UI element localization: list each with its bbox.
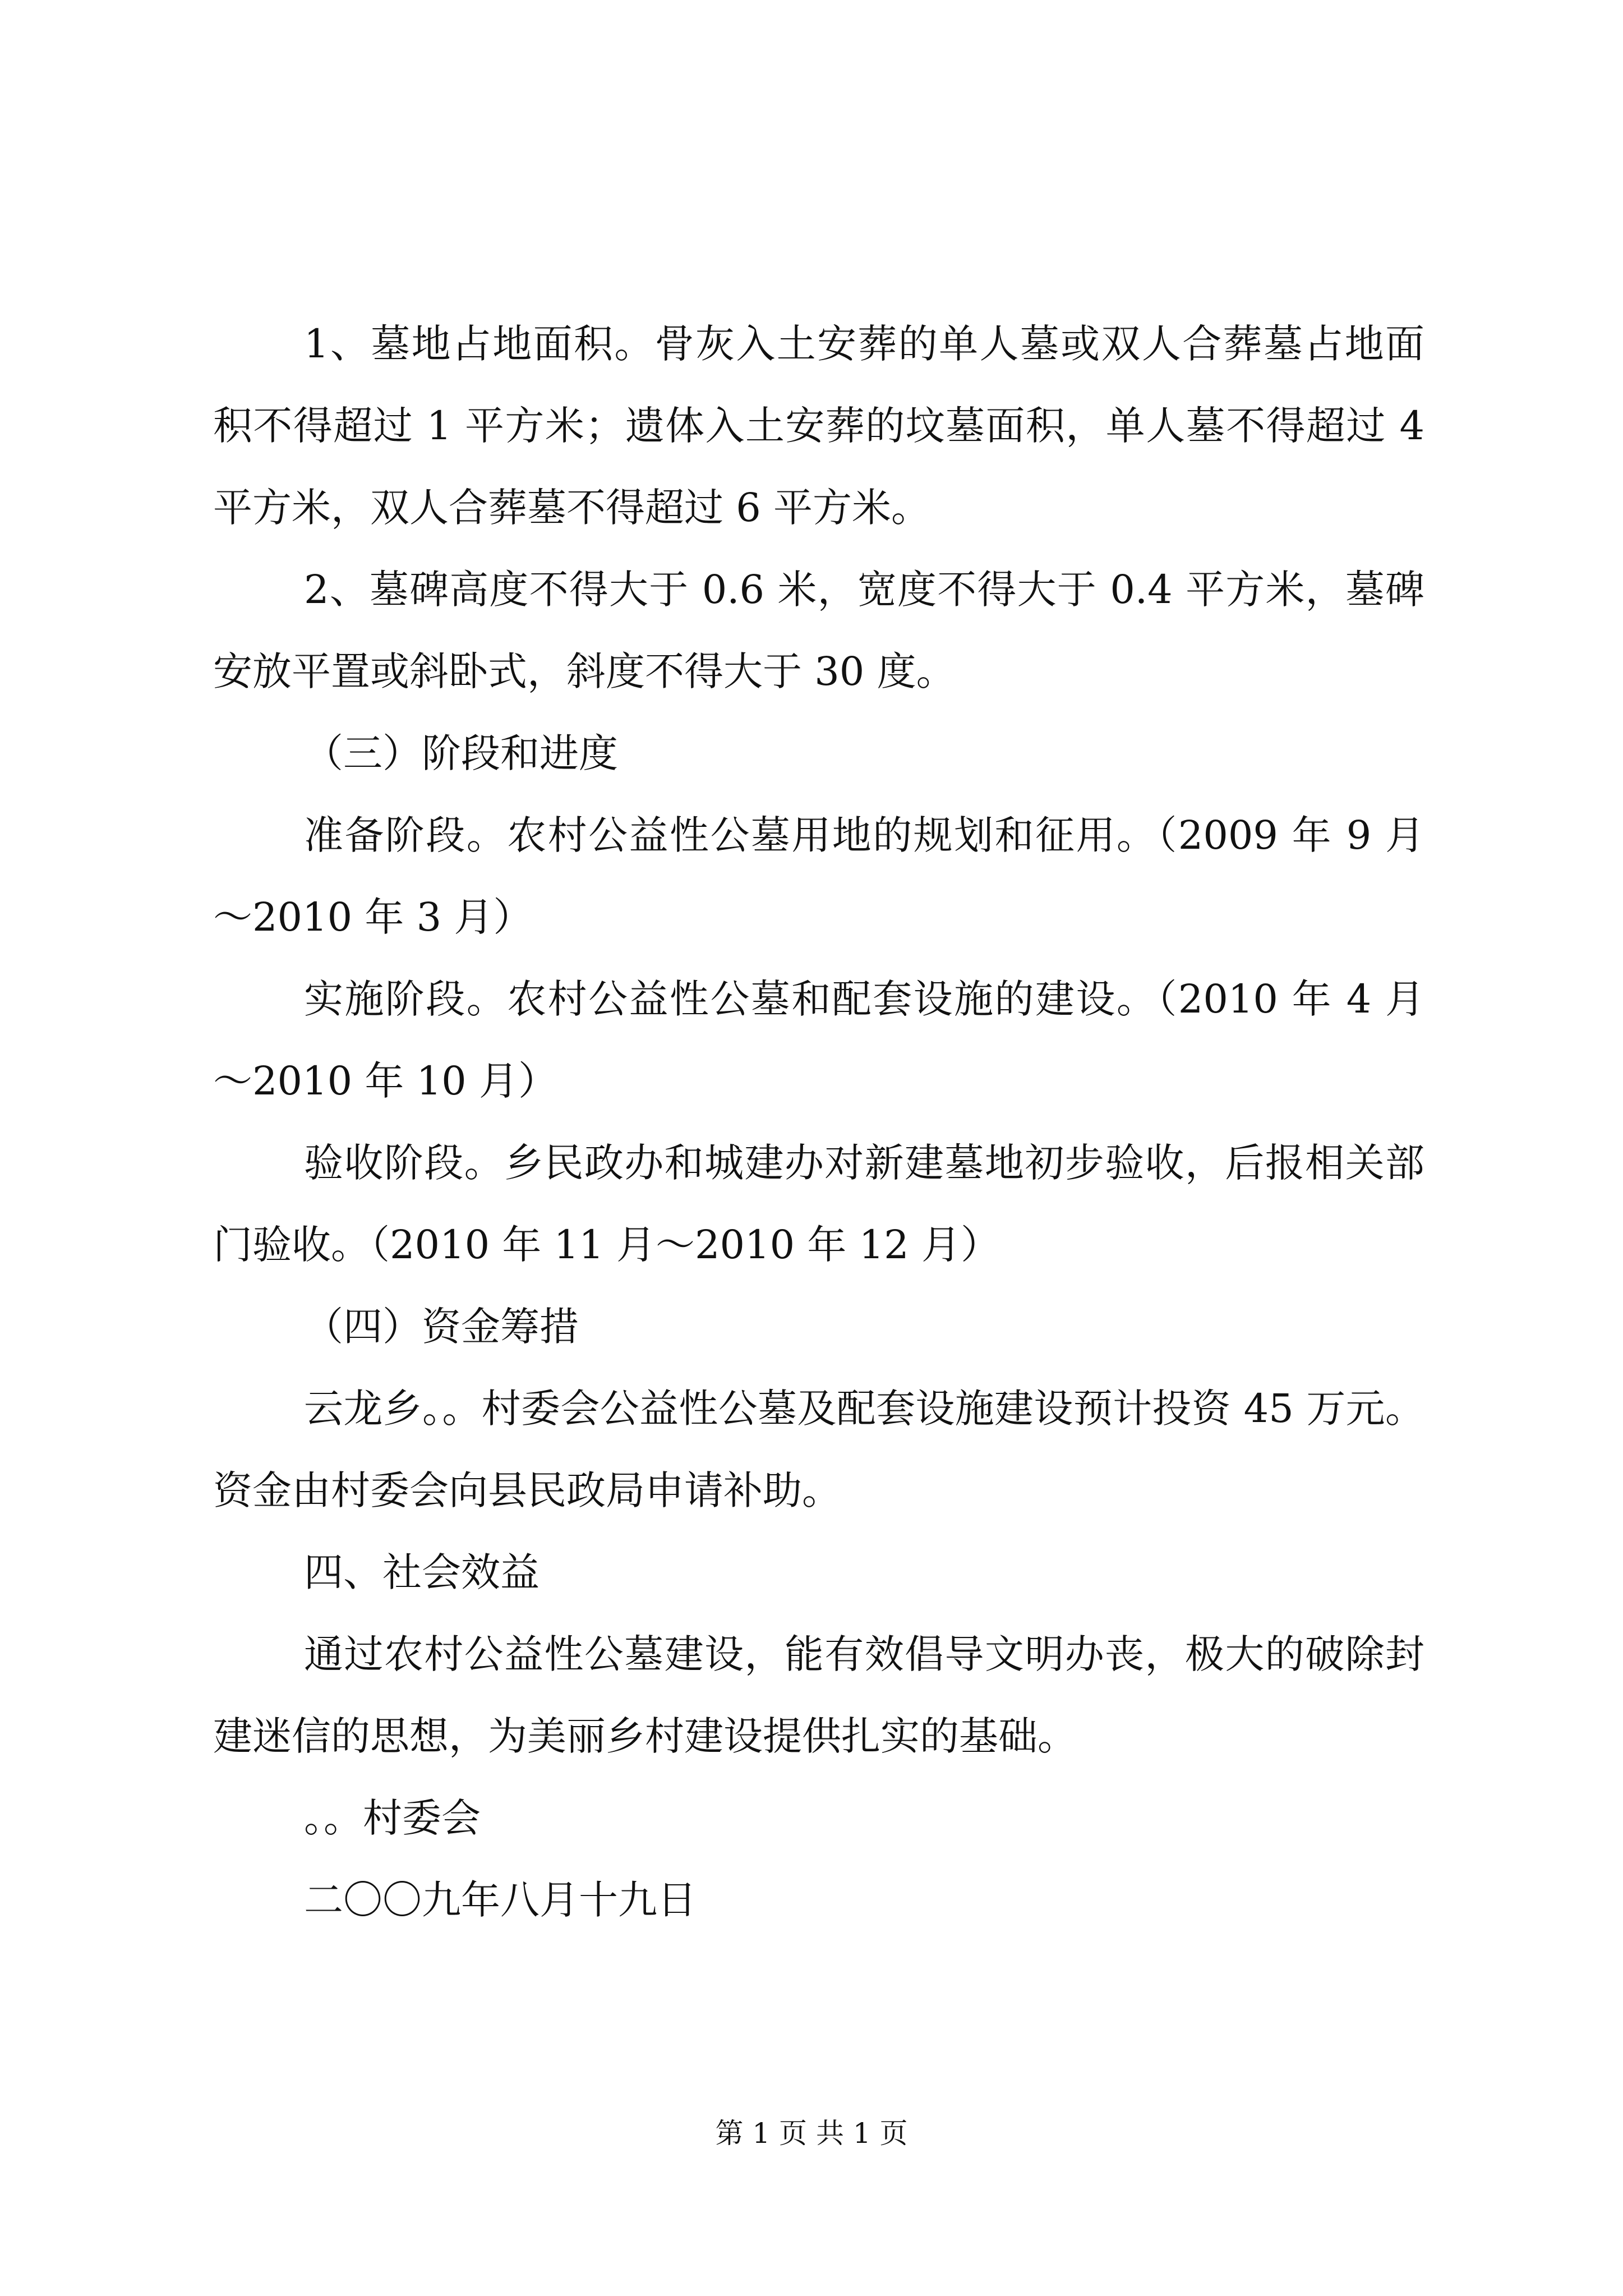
paragraph-implementation-stage: 实施阶段。农村公益性公墓和配套设施的建设。（2010 年 4 月～2010 年 10 月） <box>213 976 1424 1104</box>
paragraph-tombstone-size: 2、墓碑高度不得大于 0.6 米，宽度不得大于 0.4 平方米，墓碑安放平置或斜卧式，斜度不得大于 30 度。 <box>213 567 1424 694</box>
paragraph-preparation-stage: 准备阶段。农村公益性公墓用地的规划和征用。（2009 年 9 月～2010 年 3 月） <box>213 812 1424 940</box>
section-heading-social-benefit: 四、社会效益 <box>304 1549 540 1595</box>
page-footer: 第 1 页 共 1 页 <box>715 2117 908 2150</box>
paragraph-funding: 云龙乡。。村委会公益性公墓及配套设施建设预计投资 45 万元。资金由村委会向县民政局申请补助。 <box>213 1386 1424 1513</box>
paragraph-grave-area: 1、墓地占地面积。骨灰入土安葬的单人墓或双人合葬墓占地面积不得超过 1 平方米；遗体入土安葬的坟墓面积，单人墓不得超过 4 平方米，双人合葬墓不得超过 6 平方米。 <box>213 321 1424 531</box>
signature-date: 二〇〇九年八月十九日 <box>304 1877 697 1923</box>
document-body <box>213 303 1424 1941</box>
paragraph-acceptance-stage: 验收阶段。乡民政办和城建办对新建墓地初步验收，后报相关部门验收。（2010 年 11 月～2010 年 12 月） <box>213 1140 1424 1268</box>
signature-organization: 。。村委会 <box>304 1795 481 1841</box>
section-heading-stages: （三）阶段和进度 <box>304 730 618 776</box>
paragraph-social-benefit: 通过农村公益性公墓建设，能有效倡导文明办丧，极大的破除封建迷信的思想，为美丽乡村建设提供扎实的基础。 <box>213 1631 1424 1759</box>
section-heading-funding: （四）资金筹措 <box>304 1304 579 1350</box>
